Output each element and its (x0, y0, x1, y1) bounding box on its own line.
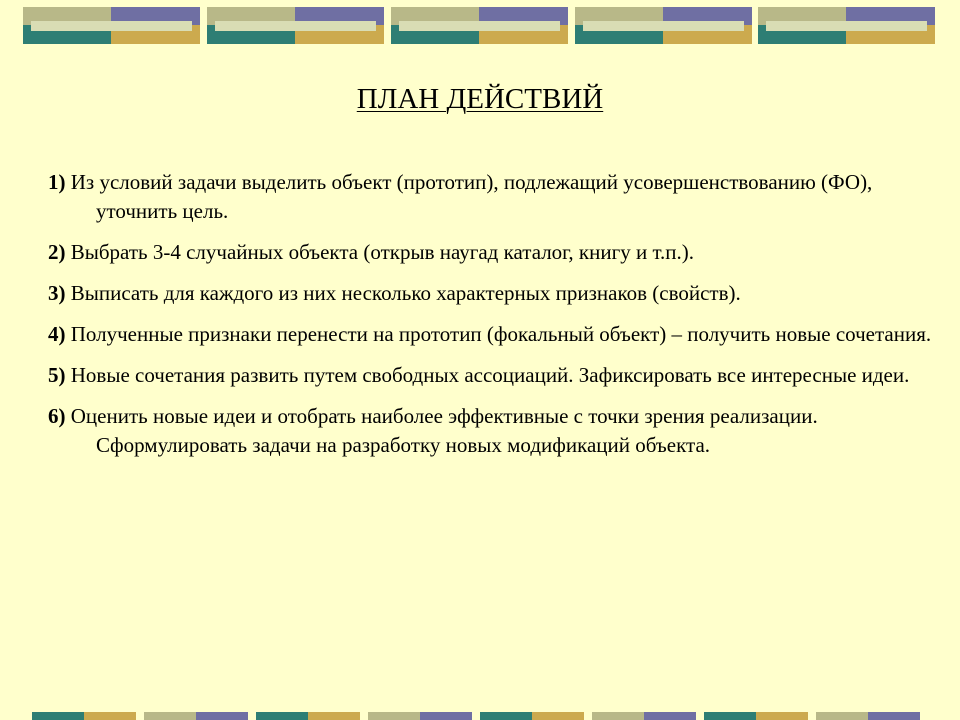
decor-tile (207, 7, 384, 44)
decor-strip (816, 712, 920, 720)
item-text: Из условий задачи выделить объект (прототип), подлежащий усовершенствованию (ФО), уточнить цель. (70, 170, 873, 223)
decor-strip (592, 712, 696, 720)
item-number: 2) (48, 240, 66, 264)
decor-strip (704, 712, 808, 720)
list-item (48, 320, 948, 349)
item-text: Полученные признаки перенести на прототип (фокальный объект) – получить новые сочетания. (70, 322, 932, 346)
top-decorative-band (23, 7, 935, 44)
decor-tile (758, 7, 935, 44)
item-number: 6) (48, 404, 66, 428)
list-item (48, 279, 948, 308)
decor-tile (23, 7, 200, 44)
slide-title: ПЛАН ДЕЙСТВИЙ (356, 83, 604, 115)
list-item (48, 238, 948, 267)
item-number: 5) (48, 363, 66, 387)
list-item (48, 168, 948, 226)
decor-tile (391, 7, 568, 44)
item-number: 4) (48, 322, 66, 346)
item-number: 1) (48, 170, 66, 194)
item-text: Выписать для каждого из них несколько характерных признаков (свойств). (70, 281, 741, 305)
list-item (48, 402, 948, 460)
item-text: Оценить новые идеи и отобрать наиболее эффективные с точки зрения реализации. Сформулировать задачи на разработку новых модификаций объекта. (70, 404, 818, 457)
decor-strip (256, 712, 360, 720)
item-number: 3) (48, 281, 66, 305)
decor-strip (144, 712, 248, 720)
decor-strip (32, 712, 136, 720)
item-text: Выбрать 3-4 случайных объекта (открыв наугад каталог, книгу и т.п.). (70, 240, 695, 264)
item-text: Новые сочетания развить путем свободных ассоциаций. Зафиксировать все интересные идеи. (70, 363, 910, 387)
bottom-decorative-band (32, 712, 932, 720)
decor-strip (480, 712, 584, 720)
decor-strip (368, 712, 472, 720)
decor-tile (575, 7, 752, 44)
list-item (48, 361, 948, 390)
action-list (48, 168, 948, 472)
